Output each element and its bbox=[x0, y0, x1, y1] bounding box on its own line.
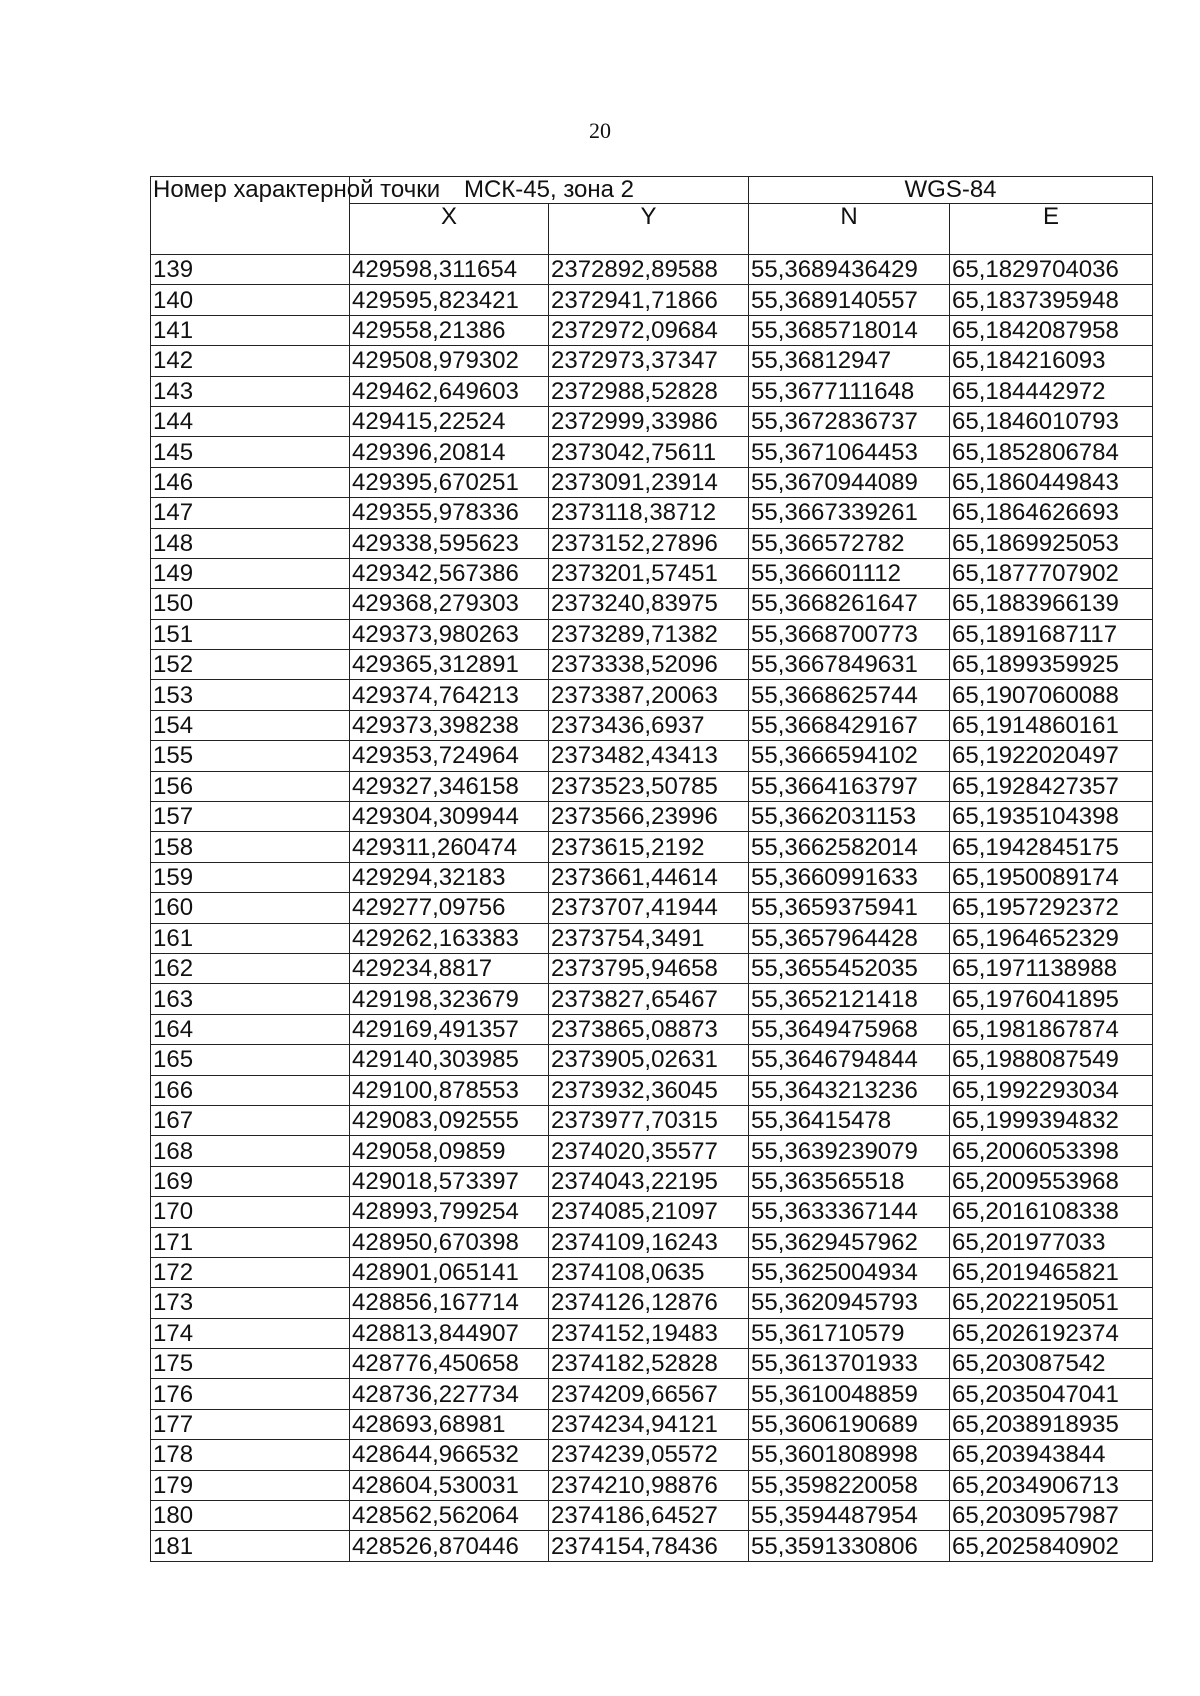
x-cell: 429140,303985 bbox=[350, 1045, 549, 1075]
n-cell: 55,3655452035 bbox=[749, 953, 950, 983]
y-cell: 2373240,83975 bbox=[549, 589, 749, 619]
y-cell: 2373754,3491 bbox=[549, 923, 749, 953]
table-row bbox=[151, 1379, 1153, 1409]
e-cell: 65,2022195051 bbox=[950, 1288, 1153, 1318]
x-cell: 429338,595623 bbox=[350, 528, 549, 558]
y-cell: 2373152,27896 bbox=[549, 528, 749, 558]
table-row bbox=[151, 589, 1153, 619]
e-cell: 65,184442972 bbox=[950, 376, 1153, 406]
table-row bbox=[151, 1166, 1153, 1196]
x-cell: 429558,21386 bbox=[350, 315, 549, 345]
n-cell: 55,3620945793 bbox=[749, 1288, 950, 1318]
e-cell: 65,1907060088 bbox=[950, 680, 1153, 710]
x-cell: 428736,227734 bbox=[350, 1379, 549, 1409]
table-row bbox=[151, 346, 1153, 376]
n-cell: 55,3667849631 bbox=[749, 650, 950, 680]
y-cell: 2373289,71382 bbox=[549, 619, 749, 649]
table-row bbox=[151, 923, 1153, 953]
y-cell: 2373977,70315 bbox=[549, 1105, 749, 1135]
header-msk-group: МСК-45, зона 2 bbox=[350, 177, 749, 204]
e-cell: 65,1957292372 bbox=[950, 893, 1153, 923]
page-number: 20 bbox=[589, 118, 611, 143]
x-cell: 428813,844907 bbox=[350, 1318, 549, 1348]
point-number-cell: 173 bbox=[151, 1288, 350, 1318]
e-cell: 65,1914860161 bbox=[950, 710, 1153, 740]
point-number-cell: 140 bbox=[151, 285, 350, 315]
n-cell: 55,3649475968 bbox=[749, 1014, 950, 1044]
e-cell: 65,1992293034 bbox=[950, 1075, 1153, 1105]
y-cell: 2374109,16243 bbox=[549, 1227, 749, 1257]
table-row bbox=[151, 893, 1153, 923]
n-cell: 55,3646794844 bbox=[749, 1045, 950, 1075]
header-n: N bbox=[749, 204, 950, 255]
x-cell: 429294,32183 bbox=[350, 862, 549, 892]
table-row bbox=[151, 1440, 1153, 1470]
n-cell: 55,3689436429 bbox=[749, 255, 950, 285]
y-cell: 2372988,52828 bbox=[549, 376, 749, 406]
n-cell: 55,3664163797 bbox=[749, 771, 950, 801]
y-cell: 2373338,52096 bbox=[549, 650, 749, 680]
e-cell: 65,1971138988 bbox=[950, 953, 1153, 983]
n-cell: 55,3671064453 bbox=[749, 437, 950, 467]
point-number-cell: 149 bbox=[151, 558, 350, 588]
point-number-cell: 160 bbox=[151, 893, 350, 923]
table-row bbox=[151, 680, 1153, 710]
y-cell: 2374108,0635 bbox=[549, 1257, 749, 1287]
n-cell: 55,3591330806 bbox=[749, 1531, 950, 1561]
n-cell: 55,3668261647 bbox=[749, 589, 950, 619]
x-cell: 429374,764213 bbox=[350, 680, 549, 710]
e-cell: 65,2038918935 bbox=[950, 1409, 1153, 1439]
y-cell: 2373387,20063 bbox=[549, 680, 749, 710]
e-cell: 65,1999394832 bbox=[950, 1105, 1153, 1135]
e-cell: 65,1852806784 bbox=[950, 437, 1153, 467]
e-cell: 65,2035047041 bbox=[950, 1379, 1153, 1409]
table-row bbox=[151, 406, 1153, 436]
x-cell: 429462,649603 bbox=[350, 376, 549, 406]
header-point-number: Номер характерной точки bbox=[151, 177, 350, 255]
n-cell: 55,361710579 bbox=[749, 1318, 950, 1348]
table-row bbox=[151, 1318, 1153, 1348]
y-cell: 2373795,94658 bbox=[549, 953, 749, 983]
table-row bbox=[151, 984, 1153, 1014]
point-number-cell: 170 bbox=[151, 1197, 350, 1227]
y-cell: 2373566,23996 bbox=[549, 802, 749, 832]
n-cell: 55,3666594102 bbox=[749, 741, 950, 771]
table-row bbox=[151, 710, 1153, 740]
table-row bbox=[151, 1075, 1153, 1105]
y-cell: 2374239,05572 bbox=[549, 1440, 749, 1470]
point-number-cell: 143 bbox=[151, 376, 350, 406]
table-row bbox=[151, 558, 1153, 588]
table-row bbox=[151, 650, 1153, 680]
point-number-cell: 159 bbox=[151, 862, 350, 892]
table-row bbox=[151, 437, 1153, 467]
y-cell: 2373091,23914 bbox=[549, 467, 749, 497]
point-number-cell: 174 bbox=[151, 1318, 350, 1348]
table-row bbox=[151, 741, 1153, 771]
x-cell: 429262,163383 bbox=[350, 923, 549, 953]
n-cell: 55,3643213236 bbox=[749, 1075, 950, 1105]
y-cell: 2374126,12876 bbox=[549, 1288, 749, 1318]
y-cell: 2372999,33986 bbox=[549, 406, 749, 436]
n-cell: 55,3668429167 bbox=[749, 710, 950, 740]
n-cell: 55,3594487954 bbox=[749, 1501, 950, 1531]
y-cell: 2372973,37347 bbox=[549, 346, 749, 376]
y-cell: 2372972,09684 bbox=[549, 315, 749, 345]
header-wgs-group: WGS-84 bbox=[749, 177, 1153, 204]
e-cell: 65,1976041895 bbox=[950, 984, 1153, 1014]
x-cell: 429169,491357 bbox=[350, 1014, 549, 1044]
x-cell: 428604,530031 bbox=[350, 1470, 549, 1500]
point-number-cell: 180 bbox=[151, 1501, 350, 1531]
y-cell: 2374209,66567 bbox=[549, 1379, 749, 1409]
n-cell: 55,3659375941 bbox=[749, 893, 950, 923]
coordinates-table bbox=[150, 176, 1153, 1562]
e-cell: 65,2034906713 bbox=[950, 1470, 1153, 1500]
y-cell: 2374154,78436 bbox=[549, 1531, 749, 1561]
table-row bbox=[151, 1105, 1153, 1135]
e-cell: 65,1837395948 bbox=[950, 285, 1153, 315]
table-row bbox=[151, 1197, 1153, 1227]
y-cell: 2374234,94121 bbox=[549, 1409, 749, 1439]
e-cell: 65,1846010793 bbox=[950, 406, 1153, 436]
y-cell: 2373905,02631 bbox=[549, 1045, 749, 1075]
x-cell: 429373,398238 bbox=[350, 710, 549, 740]
x-cell: 429396,20814 bbox=[350, 437, 549, 467]
point-number-cell: 164 bbox=[151, 1014, 350, 1044]
x-cell: 429595,823421 bbox=[350, 285, 549, 315]
e-cell: 65,1981867874 bbox=[950, 1014, 1153, 1044]
header-y: Y bbox=[549, 204, 749, 255]
y-cell: 2374020,35577 bbox=[549, 1136, 749, 1166]
e-cell: 65,1964652329 bbox=[950, 923, 1153, 953]
y-cell: 2374085,21097 bbox=[549, 1197, 749, 1227]
e-cell: 65,2006053398 bbox=[950, 1136, 1153, 1166]
e-cell: 65,1922020497 bbox=[950, 741, 1153, 771]
y-cell: 2373615,2192 bbox=[549, 832, 749, 862]
x-cell: 429355,978336 bbox=[350, 498, 549, 528]
e-cell: 65,1829704036 bbox=[950, 255, 1153, 285]
table-row bbox=[151, 1501, 1153, 1531]
e-cell: 65,1950089174 bbox=[950, 862, 1153, 892]
x-cell: 428776,450658 bbox=[350, 1349, 549, 1379]
e-cell: 65,203943844 bbox=[950, 1440, 1153, 1470]
header-x: X bbox=[350, 204, 549, 255]
table-row bbox=[151, 1470, 1153, 1500]
table-row bbox=[151, 1531, 1153, 1561]
y-cell: 2373482,43413 bbox=[549, 741, 749, 771]
point-number-cell: 172 bbox=[151, 1257, 350, 1287]
n-cell: 55,3639239079 bbox=[749, 1136, 950, 1166]
e-cell: 65,1864626693 bbox=[950, 498, 1153, 528]
n-cell: 55,3689140557 bbox=[749, 285, 950, 315]
y-cell: 2373827,65467 bbox=[549, 984, 749, 1014]
point-number-cell: 155 bbox=[151, 741, 350, 771]
point-number-cell: 163 bbox=[151, 984, 350, 1014]
n-cell: 55,3677111648 bbox=[749, 376, 950, 406]
point-number-cell: 153 bbox=[151, 680, 350, 710]
table-row bbox=[151, 619, 1153, 649]
point-number-cell: 167 bbox=[151, 1105, 350, 1135]
x-cell: 428562,562064 bbox=[350, 1501, 549, 1531]
x-cell: 429415,22524 bbox=[350, 406, 549, 436]
table-row bbox=[151, 498, 1153, 528]
table-row bbox=[151, 1409, 1153, 1439]
point-number-cell: 142 bbox=[151, 346, 350, 376]
point-number-cell: 148 bbox=[151, 528, 350, 558]
e-cell: 65,2009553968 bbox=[950, 1166, 1153, 1196]
n-cell: 55,3613701933 bbox=[749, 1349, 950, 1379]
e-cell: 65,2026192374 bbox=[950, 1318, 1153, 1348]
point-number-cell: 141 bbox=[151, 315, 350, 345]
x-cell: 429342,567386 bbox=[350, 558, 549, 588]
n-cell: 55,3652121418 bbox=[749, 984, 950, 1014]
e-cell: 65,2019465821 bbox=[950, 1257, 1153, 1287]
x-cell: 429598,311654 bbox=[350, 255, 549, 285]
n-cell: 55,3633367144 bbox=[749, 1197, 950, 1227]
n-cell: 55,3662582014 bbox=[749, 832, 950, 862]
table-row bbox=[151, 862, 1153, 892]
point-number-cell: 166 bbox=[151, 1075, 350, 1105]
y-cell: 2373042,75611 bbox=[549, 437, 749, 467]
y-cell: 2372892,89588 bbox=[549, 255, 749, 285]
y-cell: 2374210,98876 bbox=[549, 1470, 749, 1500]
point-number-cell: 152 bbox=[151, 650, 350, 680]
x-cell: 429100,878553 bbox=[350, 1075, 549, 1105]
n-cell: 55,3606190689 bbox=[749, 1409, 950, 1439]
n-cell: 55,3598220058 bbox=[749, 1470, 950, 1500]
x-cell: 429234,8817 bbox=[350, 953, 549, 983]
e-cell: 65,1891687117 bbox=[950, 619, 1153, 649]
y-cell: 2374182,52828 bbox=[549, 1349, 749, 1379]
x-cell: 428950,670398 bbox=[350, 1227, 549, 1257]
n-cell: 55,3668625744 bbox=[749, 680, 950, 710]
e-cell: 65,1842087958 bbox=[950, 315, 1153, 345]
e-cell: 65,1988087549 bbox=[950, 1045, 1153, 1075]
y-cell: 2374152,19483 bbox=[549, 1318, 749, 1348]
point-number-cell: 145 bbox=[151, 437, 350, 467]
table-row bbox=[151, 1136, 1153, 1166]
point-number-cell: 162 bbox=[151, 953, 350, 983]
e-cell: 65,1883966139 bbox=[950, 589, 1153, 619]
y-cell: 2372941,71866 bbox=[549, 285, 749, 315]
point-number-cell: 151 bbox=[151, 619, 350, 649]
x-cell: 429277,09756 bbox=[350, 893, 549, 923]
y-cell: 2373932,36045 bbox=[549, 1075, 749, 1105]
e-cell: 65,201977033 bbox=[950, 1227, 1153, 1257]
x-cell: 428901,065141 bbox=[350, 1257, 549, 1287]
table-row bbox=[151, 1288, 1153, 1318]
point-number-cell: 178 bbox=[151, 1440, 350, 1470]
table-row bbox=[151, 315, 1153, 345]
table-row bbox=[151, 376, 1153, 406]
table-row bbox=[151, 1014, 1153, 1044]
point-number-cell: 171 bbox=[151, 1227, 350, 1257]
table-row bbox=[151, 1045, 1153, 1075]
y-cell: 2374186,64527 bbox=[549, 1501, 749, 1531]
x-cell: 429373,980263 bbox=[350, 619, 549, 649]
table-row bbox=[151, 771, 1153, 801]
e-cell: 65,1935104398 bbox=[950, 802, 1153, 832]
table-header bbox=[151, 177, 1153, 255]
x-cell: 429304,309944 bbox=[350, 802, 549, 832]
y-cell: 2373436,6937 bbox=[549, 710, 749, 740]
n-cell: 55,3660991633 bbox=[749, 862, 950, 892]
point-number-cell: 147 bbox=[151, 498, 350, 528]
x-cell: 428993,799254 bbox=[350, 1197, 549, 1227]
n-cell: 55,366601112 bbox=[749, 558, 950, 588]
y-cell: 2373201,57451 bbox=[549, 558, 749, 588]
e-cell: 65,1942845175 bbox=[950, 832, 1153, 862]
x-cell: 429353,724964 bbox=[350, 741, 549, 771]
table-row bbox=[151, 1257, 1153, 1287]
x-cell: 428644,966532 bbox=[350, 1440, 549, 1470]
x-cell: 429311,260474 bbox=[350, 832, 549, 862]
table-row bbox=[151, 953, 1153, 983]
n-cell: 55,36812947 bbox=[749, 346, 950, 376]
y-cell: 2373707,41944 bbox=[549, 893, 749, 923]
table-body bbox=[151, 255, 1153, 1562]
point-number-cell: 161 bbox=[151, 923, 350, 953]
e-cell: 65,1899359925 bbox=[950, 650, 1153, 680]
table-row bbox=[151, 1349, 1153, 1379]
table-row bbox=[151, 285, 1153, 315]
point-number-cell: 156 bbox=[151, 771, 350, 801]
e-cell: 65,2030957987 bbox=[950, 1501, 1153, 1531]
point-number-cell: 176 bbox=[151, 1379, 350, 1409]
n-cell: 55,36415478 bbox=[749, 1105, 950, 1135]
table-row bbox=[151, 255, 1153, 285]
point-number-cell: 165 bbox=[151, 1045, 350, 1075]
point-number-cell: 154 bbox=[151, 710, 350, 740]
x-cell: 429365,312891 bbox=[350, 650, 549, 680]
n-cell: 55,3662031153 bbox=[749, 802, 950, 832]
point-number-cell: 157 bbox=[151, 802, 350, 832]
e-cell: 65,1860449843 bbox=[950, 467, 1153, 497]
n-cell: 55,3667339261 bbox=[749, 498, 950, 528]
point-number-cell: 175 bbox=[151, 1349, 350, 1379]
y-cell: 2373661,44614 bbox=[549, 862, 749, 892]
x-cell: 429018,573397 bbox=[350, 1166, 549, 1196]
table-row bbox=[151, 1227, 1153, 1257]
n-cell: 55,3668700773 bbox=[749, 619, 950, 649]
y-cell: 2373865,08873 bbox=[549, 1014, 749, 1044]
x-cell: 429508,979302 bbox=[350, 346, 549, 376]
n-cell: 55,3601808998 bbox=[749, 1440, 950, 1470]
e-cell: 65,2025840902 bbox=[950, 1531, 1153, 1561]
table-row bbox=[151, 802, 1153, 832]
point-number-cell: 181 bbox=[151, 1531, 350, 1561]
table-row bbox=[151, 467, 1153, 497]
x-cell: 429083,092555 bbox=[350, 1105, 549, 1135]
n-cell: 55,3672836737 bbox=[749, 406, 950, 436]
x-cell: 428693,68981 bbox=[350, 1409, 549, 1439]
e-cell: 65,203087542 bbox=[950, 1349, 1153, 1379]
e-cell: 65,184216093 bbox=[950, 346, 1153, 376]
y-cell: 2373118,38712 bbox=[549, 498, 749, 528]
x-cell: 429058,09859 bbox=[350, 1136, 549, 1166]
point-number-cell: 169 bbox=[151, 1166, 350, 1196]
point-number-cell: 144 bbox=[151, 406, 350, 436]
n-cell: 55,366572782 bbox=[749, 528, 950, 558]
point-number-cell: 177 bbox=[151, 1409, 350, 1439]
x-cell: 428856,167714 bbox=[350, 1288, 549, 1318]
e-cell: 65,1877707902 bbox=[950, 558, 1153, 588]
x-cell: 429327,346158 bbox=[350, 771, 549, 801]
point-number-cell: 150 bbox=[151, 589, 350, 619]
n-cell: 55,363565518 bbox=[749, 1166, 950, 1196]
n-cell: 55,3629457962 bbox=[749, 1227, 950, 1257]
table-row bbox=[151, 832, 1153, 862]
n-cell: 55,3670944089 bbox=[749, 467, 950, 497]
header-row-groups bbox=[151, 177, 1153, 204]
n-cell: 55,3657964428 bbox=[749, 923, 950, 953]
point-number-cell: 146 bbox=[151, 467, 350, 497]
x-cell: 429198,323679 bbox=[350, 984, 549, 1014]
header-e: E bbox=[950, 204, 1153, 255]
n-cell: 55,3610048859 bbox=[749, 1379, 950, 1409]
point-number-cell: 168 bbox=[151, 1136, 350, 1166]
y-cell: 2373523,50785 bbox=[549, 771, 749, 801]
x-cell: 429368,279303 bbox=[350, 589, 549, 619]
n-cell: 55,3685718014 bbox=[749, 315, 950, 345]
y-cell: 2374043,22195 bbox=[549, 1166, 749, 1196]
table-row bbox=[151, 528, 1153, 558]
e-cell: 65,2016108338 bbox=[950, 1197, 1153, 1227]
e-cell: 65,1869925053 bbox=[950, 528, 1153, 558]
x-cell: 429395,670251 bbox=[350, 467, 549, 497]
point-number-cell: 158 bbox=[151, 832, 350, 862]
e-cell: 65,1928427357 bbox=[950, 771, 1153, 801]
point-number-cell: 179 bbox=[151, 1470, 350, 1500]
point-number-cell: 139 bbox=[151, 255, 350, 285]
x-cell: 428526,870446 bbox=[350, 1531, 549, 1561]
n-cell: 55,3625004934 bbox=[749, 1257, 950, 1287]
